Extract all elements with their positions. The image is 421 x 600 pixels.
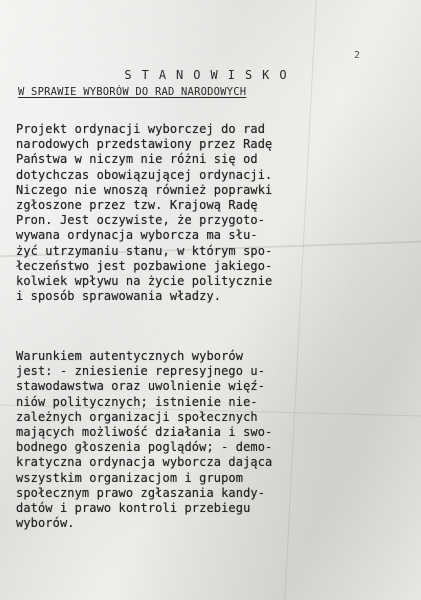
text-line: mających możliwość działania i swo-	[16, 425, 273, 440]
text-line: bodnego głoszenia poglądów; - demo-	[16, 440, 273, 455]
text-line: Państwa w niczym nie różni się od	[16, 152, 258, 167]
paragraph-2	[16, 349, 416, 531]
text-line: wywana ordynacja wyborcza ma słu-	[16, 228, 258, 243]
text-line: wyborów.	[16, 516, 75, 531]
text-line: i sposób sprawowania władzy.	[16, 289, 222, 304]
text-line: Projekt ordynacji wyborczej do rad	[16, 122, 266, 136]
text-line: zależnych organizacji społecznych	[16, 409, 258, 424]
text-line: Warunkiem autentycznych wyborów	[16, 349, 244, 363]
page-number: 2	[354, 50, 361, 61]
text-line: jest: - zniesienie represyjnego u-	[16, 364, 266, 379]
text-line: dotychczas obowiązującej ordynacji.	[16, 167, 273, 182]
text-line: zgłoszone przez tzw. Krajową Radę	[16, 198, 258, 213]
text-line: wszystkim organizacjom i grupom	[16, 470, 244, 485]
text-line: narodowych przedstawiony przez Radę	[16, 137, 273, 152]
paragraph-1	[16, 122, 416, 304]
text-line: żyć utrzymaniu stanu, w którym spo-	[16, 243, 273, 258]
text-line: stawodawstwa oraz uwolnienie więź-	[16, 379, 266, 394]
text-line: niów politycznych; istnienie nie-	[16, 394, 258, 409]
document-subtitle: W SPRAWIE WYBORÓW DO RAD NARODOWYCH	[18, 86, 247, 98]
text-line: Pron. Jest oczywiste, że przygoto-	[16, 213, 266, 228]
text-line: łeczeństwo jest pozbawione jakiego-	[16, 258, 273, 273]
text-line: społecznym prawo zgłaszania kandy-	[16, 485, 266, 500]
text-line: kratyczna ordynacja wyborcza dająca	[16, 455, 273, 470]
document-title: STANOWISKO	[124, 68, 297, 82]
text-line: Niczego nie wnoszą również poprawki	[16, 182, 273, 197]
text-line: kolwiek wpływu na życie politycznie	[16, 274, 273, 289]
text-line: datów i prawo kontroli przebiegu	[16, 501, 251, 516]
